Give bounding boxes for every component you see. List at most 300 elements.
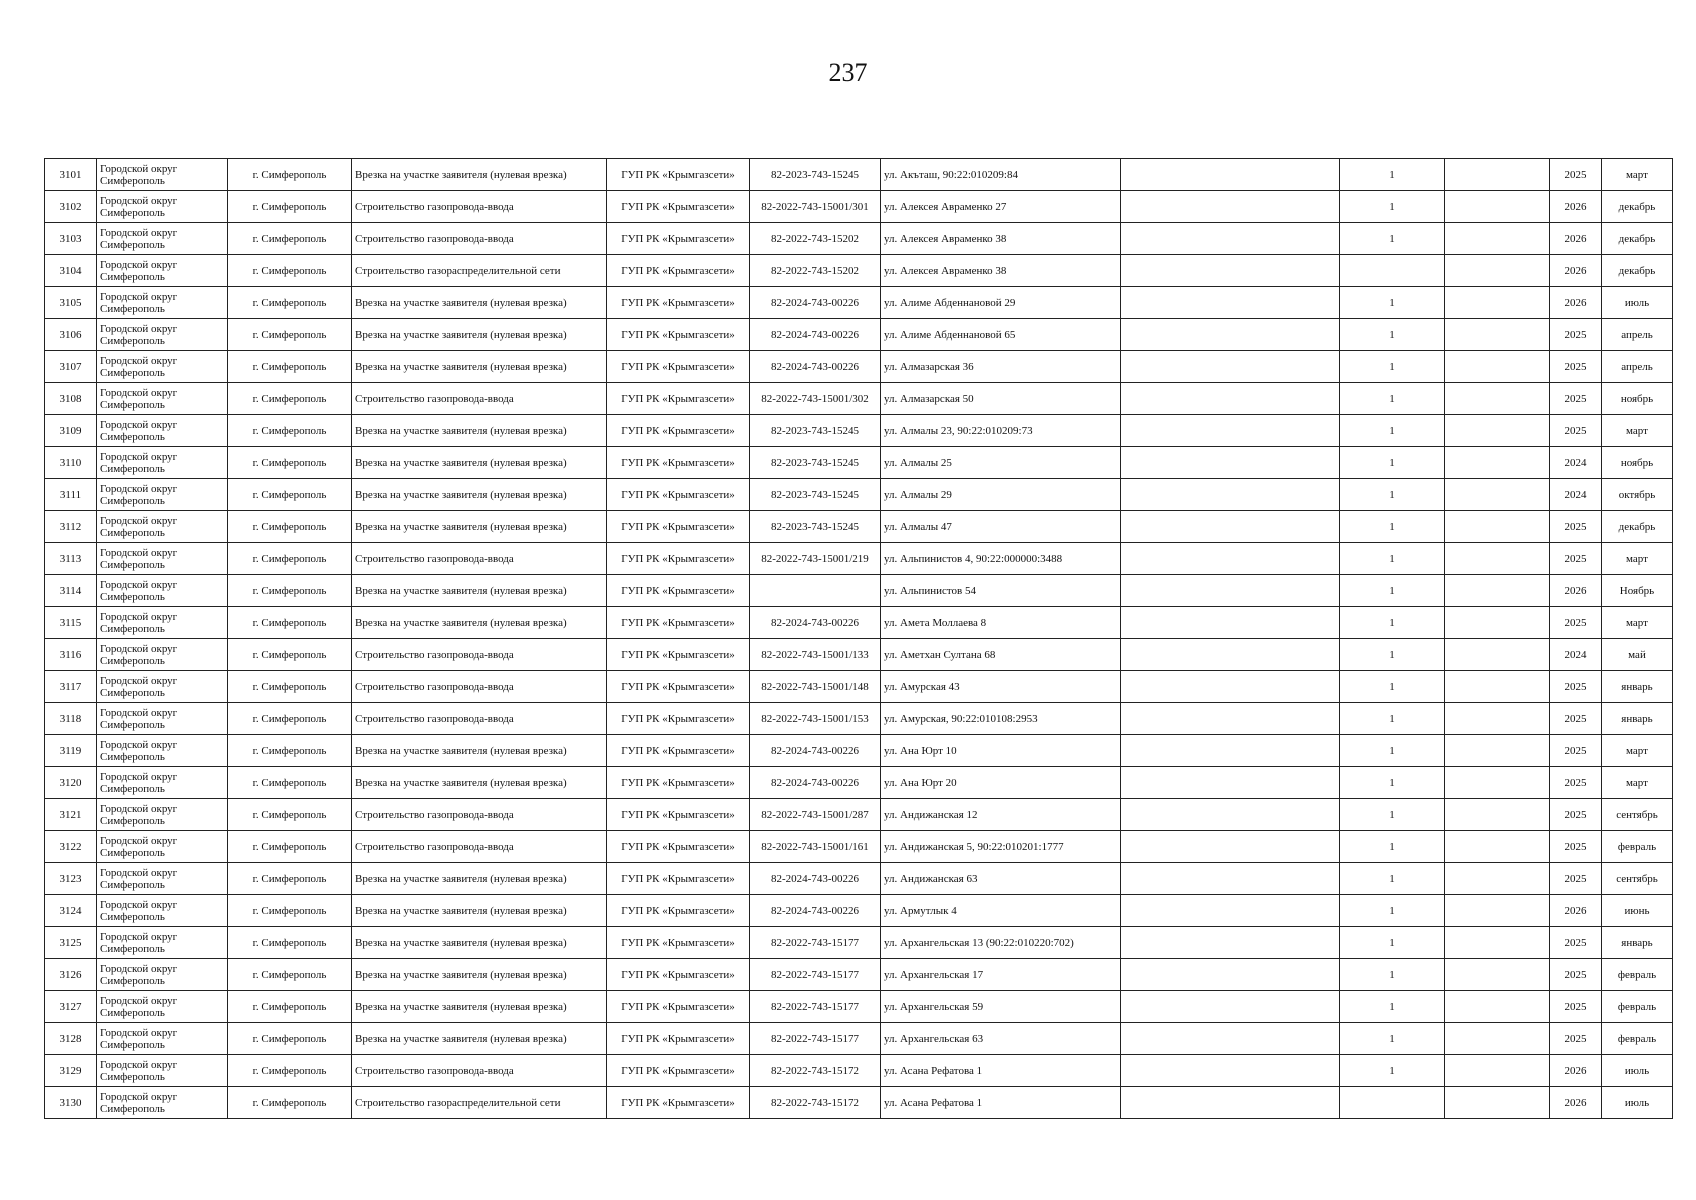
month-cell: март (1602, 415, 1673, 447)
year-cell: 2025 (1550, 607, 1602, 639)
empty-cell (1121, 415, 1340, 447)
organization-cell: ГУП РК «Крымгазсети» (607, 159, 750, 191)
work-type-cell: Врезка на участке заявителя (нулевая врезка) (352, 575, 607, 607)
month-cell: февраль (1602, 991, 1673, 1023)
contract-number-cell: 82-2022-743-15172 (750, 1055, 881, 1087)
row-number: 3124 (45, 895, 97, 927)
month-cell: март (1602, 767, 1673, 799)
work-type-cell: Строительство газопровода-ввода (352, 831, 607, 863)
contract-number-cell: 82-2022-743-15001/133 (750, 639, 881, 671)
work-type-cell: Врезка на участке заявителя (нулевая врезка) (352, 1023, 607, 1055)
year-cell: 2025 (1550, 927, 1602, 959)
row-number: 3116 (45, 639, 97, 671)
table-row (45, 223, 1673, 255)
address-cell: ул. Амурская 43 (881, 671, 1121, 703)
month-cell: сентябрь (1602, 863, 1673, 895)
address-cell: ул. Архангельская 17 (881, 959, 1121, 991)
district-cell: Городской округ Симферополь (97, 223, 228, 255)
empty-cell (1445, 383, 1550, 415)
empty-cell (1121, 863, 1340, 895)
year-cell: 2025 (1550, 671, 1602, 703)
table-row (45, 1055, 1673, 1087)
empty-cell (1445, 319, 1550, 351)
city-cell: г. Симферополь (228, 447, 352, 479)
empty-cell (1445, 479, 1550, 511)
empty-cell (1445, 735, 1550, 767)
work-type-cell: Строительство газораспределительной сети (352, 1087, 607, 1119)
address-cell: ул. Армутлык 4 (881, 895, 1121, 927)
quantity-cell: 1 (1340, 671, 1445, 703)
table-row (45, 447, 1673, 479)
quantity-cell: 1 (1340, 287, 1445, 319)
contract-number-cell: 82-2022-743-15177 (750, 1023, 881, 1055)
work-type-cell: Строительство газопровода-ввода (352, 383, 607, 415)
month-cell: октябрь (1602, 479, 1673, 511)
table-row (45, 927, 1673, 959)
city-cell: г. Симферополь (228, 223, 352, 255)
organization-cell: ГУП РК «Крымгазсети» (607, 1087, 750, 1119)
quantity-cell: 1 (1340, 607, 1445, 639)
month-cell: декабрь (1602, 223, 1673, 255)
table-row (45, 703, 1673, 735)
month-cell: май (1602, 639, 1673, 671)
district-cell: Городской округ Симферополь (97, 543, 228, 575)
table-row (45, 415, 1673, 447)
year-cell: 2025 (1550, 735, 1602, 767)
month-cell: июль (1602, 287, 1673, 319)
row-number: 3103 (45, 223, 97, 255)
contract-number-cell: 82-2024-743-00226 (750, 863, 881, 895)
work-type-cell: Строительство газопровода-ввода (352, 799, 607, 831)
address-cell: ул. Алмалы 47 (881, 511, 1121, 543)
empty-cell (1121, 991, 1340, 1023)
row-number: 3102 (45, 191, 97, 223)
work-type-cell: Строительство газопровода-ввода (352, 671, 607, 703)
row-number: 3112 (45, 511, 97, 543)
district-cell: Городской округ Симферополь (97, 479, 228, 511)
month-cell: сентябрь (1602, 799, 1673, 831)
row-number: 3129 (45, 1055, 97, 1087)
contract-number-cell: 82-2022-743-15001/148 (750, 671, 881, 703)
table-row (45, 383, 1673, 415)
empty-cell (1121, 223, 1340, 255)
organization-cell: ГУП РК «Крымгазсети» (607, 607, 750, 639)
year-cell: 2026 (1550, 287, 1602, 319)
work-type-cell: Врезка на участке заявителя (нулевая врезка) (352, 607, 607, 639)
empty-cell (1121, 287, 1340, 319)
address-cell: ул. Альпинистов 54 (881, 575, 1121, 607)
empty-cell (1445, 639, 1550, 671)
table-row (45, 671, 1673, 703)
address-cell: ул. Архангельская 13 (90:22:010220:702) (881, 927, 1121, 959)
row-number: 3121 (45, 799, 97, 831)
empty-cell (1121, 799, 1340, 831)
district-cell: Городской округ Симферополь (97, 1023, 228, 1055)
work-type-cell: Строительство газопровода-ввода (352, 543, 607, 575)
quantity-cell: 1 (1340, 831, 1445, 863)
quantity-cell: 1 (1340, 991, 1445, 1023)
empty-cell (1445, 831, 1550, 863)
city-cell: г. Симферополь (228, 351, 352, 383)
quantity-cell: 1 (1340, 895, 1445, 927)
district-cell: Городской округ Симферополь (97, 415, 228, 447)
work-type-cell: Врезка на участке заявителя (нулевая врезка) (352, 511, 607, 543)
month-cell: июнь (1602, 895, 1673, 927)
work-type-cell: Врезка на участке заявителя (нулевая врезка) (352, 959, 607, 991)
city-cell: г. Симферополь (228, 927, 352, 959)
empty-cell (1445, 511, 1550, 543)
organization-cell: ГУП РК «Крымгазсети» (607, 895, 750, 927)
empty-cell (1445, 223, 1550, 255)
table-row (45, 735, 1673, 767)
contract-number-cell: 82-2022-743-15001/287 (750, 799, 881, 831)
city-cell: г. Симферополь (228, 863, 352, 895)
row-number: 3104 (45, 255, 97, 287)
district-cell: Городской округ Симферополь (97, 927, 228, 959)
empty-cell (1121, 351, 1340, 383)
city-cell: г. Симферополь (228, 543, 352, 575)
work-type-cell: Врезка на участке заявителя (нулевая врезка) (352, 863, 607, 895)
address-cell: ул. Ана Юрт 20 (881, 767, 1121, 799)
address-cell: ул. Амурская, 90:22:010108:2953 (881, 703, 1121, 735)
city-cell: г. Симферополь (228, 831, 352, 863)
empty-cell (1445, 991, 1550, 1023)
city-cell: г. Симферополь (228, 959, 352, 991)
address-cell: ул. Аметхан Султана 68 (881, 639, 1121, 671)
organization-cell: ГУП РК «Крымгазсети» (607, 383, 750, 415)
month-cell: январь (1602, 703, 1673, 735)
city-cell: г. Симферополь (228, 1055, 352, 1087)
year-cell: 2025 (1550, 1023, 1602, 1055)
address-cell: ул. Ана Юрт 10 (881, 735, 1121, 767)
table-row (45, 959, 1673, 991)
year-cell: 2026 (1550, 223, 1602, 255)
table-row (45, 991, 1673, 1023)
empty-cell (1121, 735, 1340, 767)
month-cell: февраль (1602, 1023, 1673, 1055)
address-cell: ул. Алмалы 29 (881, 479, 1121, 511)
work-type-cell: Врезка на участке заявителя (нулевая врезка) (352, 287, 607, 319)
organization-cell: ГУП РК «Крымгазсети» (607, 799, 750, 831)
address-cell: ул. Андижанская 63 (881, 863, 1121, 895)
month-cell: апрель (1602, 319, 1673, 351)
district-cell: Городской округ Симферополь (97, 799, 228, 831)
row-number: 3126 (45, 959, 97, 991)
quantity-cell: 1 (1340, 383, 1445, 415)
district-cell: Городской округ Симферополь (97, 831, 228, 863)
work-type-cell: Врезка на участке заявителя (нулевая врезка) (352, 927, 607, 959)
month-cell: февраль (1602, 959, 1673, 991)
registry-body (45, 159, 1673, 1119)
work-type-cell: Строительство газопровода-ввода (352, 639, 607, 671)
address-cell: ул. Архангельская 59 (881, 991, 1121, 1023)
district-cell: Городской округ Симферополь (97, 1087, 228, 1119)
year-cell: 2026 (1550, 1055, 1602, 1087)
empty-cell (1445, 415, 1550, 447)
city-cell: г. Симферополь (228, 1023, 352, 1055)
row-number: 3108 (45, 383, 97, 415)
organization-cell: ГУП РК «Крымгазсети» (607, 319, 750, 351)
month-cell: январь (1602, 927, 1673, 959)
quantity-cell: 1 (1340, 799, 1445, 831)
organization-cell: ГУП РК «Крымгазсети» (607, 927, 750, 959)
empty-cell (1445, 1055, 1550, 1087)
city-cell: г. Симферополь (228, 383, 352, 415)
contract-number-cell: 82-2023-743-15245 (750, 447, 881, 479)
district-cell: Городской округ Симферополь (97, 319, 228, 351)
row-number: 3106 (45, 319, 97, 351)
organization-cell: ГУП РК «Крымгазсети» (607, 511, 750, 543)
city-cell: г. Симферополь (228, 991, 352, 1023)
district-cell: Городской округ Симферополь (97, 511, 228, 543)
work-type-cell: Врезка на участке заявителя (нулевая врезка) (352, 415, 607, 447)
row-number: 3107 (45, 351, 97, 383)
district-cell: Городской округ Симферополь (97, 575, 228, 607)
contract-number-cell: 82-2022-743-15177 (750, 991, 881, 1023)
row-number: 3105 (45, 287, 97, 319)
empty-cell (1121, 831, 1340, 863)
address-cell: ул. Алмалы 25 (881, 447, 1121, 479)
year-cell: 2025 (1550, 319, 1602, 351)
city-cell: г. Симферополь (228, 607, 352, 639)
quantity-cell: 1 (1340, 159, 1445, 191)
year-cell: 2025 (1550, 863, 1602, 895)
row-number: 3117 (45, 671, 97, 703)
work-type-cell: Врезка на участке заявителя (нулевая врезка) (352, 735, 607, 767)
district-cell: Городской округ Симферополь (97, 607, 228, 639)
district-cell: Городской округ Симферополь (97, 447, 228, 479)
quantity-cell: 1 (1340, 543, 1445, 575)
month-cell: март (1602, 607, 1673, 639)
district-cell: Городской округ Симферополь (97, 895, 228, 927)
city-cell: г. Симферополь (228, 511, 352, 543)
empty-cell (1121, 1023, 1340, 1055)
quantity-cell: 1 (1340, 703, 1445, 735)
month-cell: февраль (1602, 831, 1673, 863)
organization-cell: ГУП РК «Крымгазсети» (607, 255, 750, 287)
quantity-cell (1340, 1087, 1445, 1119)
table-row (45, 895, 1673, 927)
month-cell: март (1602, 735, 1673, 767)
month-cell: декабрь (1602, 511, 1673, 543)
empty-cell (1121, 895, 1340, 927)
contract-number-cell: 82-2022-743-15202 (750, 255, 881, 287)
contract-number-cell: 82-2024-743-00226 (750, 351, 881, 383)
month-cell: январь (1602, 671, 1673, 703)
address-cell: ул. Амета Моллаева 8 (881, 607, 1121, 639)
district-cell: Городской округ Симферополь (97, 287, 228, 319)
empty-cell (1121, 543, 1340, 575)
district-cell: Городской округ Симферополь (97, 191, 228, 223)
contract-number-cell: 82-2022-743-15172 (750, 1087, 881, 1119)
contract-number-cell: 82-2024-743-00226 (750, 735, 881, 767)
empty-cell (1121, 575, 1340, 607)
table-row (45, 255, 1673, 287)
organization-cell: ГУП РК «Крымгазсети» (607, 223, 750, 255)
empty-cell (1121, 607, 1340, 639)
empty-cell (1121, 927, 1340, 959)
organization-cell: ГУП РК «Крымгазсети» (607, 959, 750, 991)
empty-cell (1445, 895, 1550, 927)
work-type-cell: Врезка на участке заявителя (нулевая врезка) (352, 895, 607, 927)
contract-number-cell: 82-2022-743-15001/161 (750, 831, 881, 863)
year-cell: 2025 (1550, 767, 1602, 799)
quantity-cell: 1 (1340, 191, 1445, 223)
empty-cell (1121, 959, 1340, 991)
contract-number-cell: 82-2024-743-00226 (750, 319, 881, 351)
contract-number-cell: 82-2023-743-15245 (750, 159, 881, 191)
table-row (45, 799, 1673, 831)
quantity-cell: 1 (1340, 735, 1445, 767)
contract-number-cell: 82-2023-743-15245 (750, 511, 881, 543)
quantity-cell (1340, 255, 1445, 287)
address-cell: ул. Алексея Авраменко 38 (881, 255, 1121, 287)
city-cell: г. Симферополь (228, 799, 352, 831)
month-cell: март (1602, 543, 1673, 575)
district-cell: Городской округ Симферополь (97, 991, 228, 1023)
table-row (45, 863, 1673, 895)
quantity-cell: 1 (1340, 447, 1445, 479)
organization-cell: ГУП РК «Крымгазсети» (607, 767, 750, 799)
quantity-cell: 1 (1340, 959, 1445, 991)
row-number: 3111 (45, 479, 97, 511)
empty-cell (1445, 607, 1550, 639)
city-cell: г. Симферополь (228, 287, 352, 319)
row-number: 3122 (45, 831, 97, 863)
month-cell: июль (1602, 1087, 1673, 1119)
address-cell: ул. Алексея Авраменко 38 (881, 223, 1121, 255)
month-cell: ноябрь (1602, 383, 1673, 415)
organization-cell: ГУП РК «Крымгазсети» (607, 543, 750, 575)
month-cell: июль (1602, 1055, 1673, 1087)
empty-cell (1121, 255, 1340, 287)
year-cell: 2025 (1550, 831, 1602, 863)
month-cell: Ноябрь (1602, 575, 1673, 607)
empty-cell (1121, 671, 1340, 703)
row-number: 3119 (45, 735, 97, 767)
empty-cell (1445, 671, 1550, 703)
district-cell: Городской округ Симферополь (97, 959, 228, 991)
quantity-cell: 1 (1340, 863, 1445, 895)
organization-cell: ГУП РК «Крымгазсети» (607, 831, 750, 863)
quantity-cell: 1 (1340, 927, 1445, 959)
empty-cell (1121, 447, 1340, 479)
work-type-cell: Врезка на участке заявителя (нулевая врезка) (352, 767, 607, 799)
quantity-cell: 1 (1340, 351, 1445, 383)
address-cell: ул. Асана Рефатова 1 (881, 1087, 1121, 1119)
address-cell: ул. Андижанская 12 (881, 799, 1121, 831)
row-number: 3128 (45, 1023, 97, 1055)
address-cell: ул. Алмазарская 36 (881, 351, 1121, 383)
district-cell: Городской округ Симферополь (97, 1055, 228, 1087)
district-cell: Городской округ Симферополь (97, 383, 228, 415)
month-cell: март (1602, 159, 1673, 191)
city-cell: г. Симферополь (228, 703, 352, 735)
empty-cell (1121, 511, 1340, 543)
year-cell: 2026 (1550, 895, 1602, 927)
empty-cell (1121, 319, 1340, 351)
table-row (45, 575, 1673, 607)
city-cell: г. Симферополь (228, 1087, 352, 1119)
empty-cell (1445, 767, 1550, 799)
work-type-cell: Врезка на участке заявителя (нулевая врезка) (352, 319, 607, 351)
organization-cell: ГУП РК «Крымгазсети» (607, 287, 750, 319)
row-number: 3123 (45, 863, 97, 895)
quantity-cell: 1 (1340, 415, 1445, 447)
city-cell: г. Симферополь (228, 415, 352, 447)
organization-cell: ГУП РК «Крымгазсети» (607, 671, 750, 703)
organization-cell: ГУП РК «Крымгазсети» (607, 991, 750, 1023)
city-cell: г. Симферополь (228, 735, 352, 767)
city-cell: г. Симферополь (228, 479, 352, 511)
row-number: 3125 (45, 927, 97, 959)
empty-cell (1121, 639, 1340, 671)
contract-number-cell: 82-2022-743-15001/153 (750, 703, 881, 735)
district-cell: Городской округ Симферополь (97, 703, 228, 735)
empty-cell (1445, 159, 1550, 191)
work-type-cell: Строительство газораспределительной сети (352, 255, 607, 287)
empty-cell (1445, 191, 1550, 223)
empty-cell (1445, 959, 1550, 991)
table-row (45, 767, 1673, 799)
city-cell: г. Симферополь (228, 671, 352, 703)
contract-number-cell: 82-2024-743-00226 (750, 767, 881, 799)
year-cell: 2025 (1550, 159, 1602, 191)
organization-cell: ГУП РК «Крымгазсети» (607, 351, 750, 383)
quantity-cell: 1 (1340, 1023, 1445, 1055)
year-cell: 2025 (1550, 415, 1602, 447)
city-cell: г. Симферополь (228, 159, 352, 191)
contract-number-cell: 82-2024-743-00226 (750, 895, 881, 927)
work-type-cell: Строительство газопровода-ввода (352, 1055, 607, 1087)
contract-number-cell (750, 575, 881, 607)
quantity-cell: 1 (1340, 511, 1445, 543)
row-number: 3101 (45, 159, 97, 191)
year-cell: 2025 (1550, 703, 1602, 735)
address-cell: ул. Алмалы 23, 90:22:010209:73 (881, 415, 1121, 447)
year-cell: 2026 (1550, 255, 1602, 287)
row-number: 3110 (45, 447, 97, 479)
contract-number-cell: 82-2024-743-00226 (750, 287, 881, 319)
empty-cell (1121, 479, 1340, 511)
city-cell: г. Симферополь (228, 255, 352, 287)
address-cell: ул. Альпинистов 4, 90:22:000000:3488 (881, 543, 1121, 575)
row-number: 3113 (45, 543, 97, 575)
work-type-cell: Врезка на участке заявителя (нулевая врезка) (352, 447, 607, 479)
organization-cell: ГУП РК «Крымгазсети» (607, 191, 750, 223)
organization-cell: ГУП РК «Крымгазсети» (607, 447, 750, 479)
organization-cell: ГУП РК «Крымгазсети» (607, 703, 750, 735)
empty-cell (1121, 383, 1340, 415)
empty-cell (1121, 159, 1340, 191)
city-cell: г. Симферополь (228, 895, 352, 927)
district-cell: Городской округ Симферополь (97, 255, 228, 287)
city-cell: г. Симферополь (228, 575, 352, 607)
quantity-cell: 1 (1340, 319, 1445, 351)
quantity-cell: 1 (1340, 639, 1445, 671)
contract-number-cell: 82-2022-743-15001/301 (750, 191, 881, 223)
row-number: 3120 (45, 767, 97, 799)
organization-cell: ГУП РК «Крымгазсети» (607, 1055, 750, 1087)
table-row (45, 159, 1673, 191)
district-cell: Городской округ Симферополь (97, 159, 228, 191)
month-cell: декабрь (1602, 191, 1673, 223)
contract-number-cell: 82-2023-743-15245 (750, 415, 881, 447)
address-cell: ул. Андижанская 5, 90:22:010201:1777 (881, 831, 1121, 863)
work-type-cell: Врезка на участке заявителя (нулевая врезка) (352, 479, 607, 511)
month-cell: декабрь (1602, 255, 1673, 287)
district-cell: Городской округ Симферополь (97, 767, 228, 799)
